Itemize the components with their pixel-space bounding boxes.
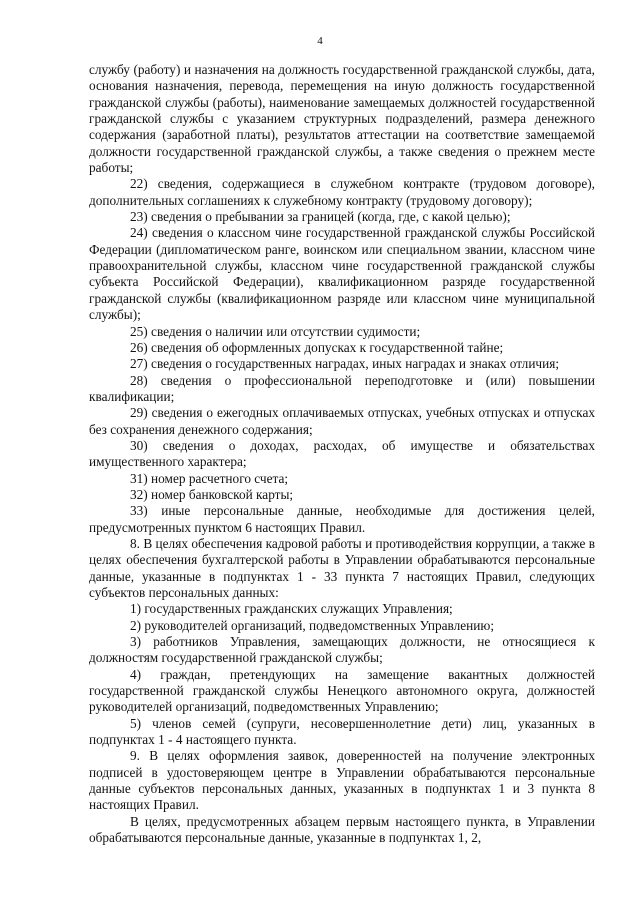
list-item-33: 33) иные персональные данные, необходимые для достижения целей, предусмотренных пунктом 6 настоящих Правил. xyxy=(89,503,595,535)
list-item-27: 27) сведения о государственных наградах, иных наградах и знаках отличия; xyxy=(130,356,560,372)
document-body xyxy=(89,62,595,847)
clause-8: 8. В целях обеспечения кадровой работы и противодействия коррупции, а также в целях обеспечения бухгалтерской работы в Управлении обрабатываются персональные данные, указанные в подпунктах 1 - 33 пункта 7 настоящих Правил, следующих субъектов персональных данных: xyxy=(89,535,595,600)
clause-9: 9. В целях оформления заявок, доверенностей на получение электронных подписей в удостоверяющем центре в Управлении обрабатываются персональные данные субъектов персональных данных, указанных в подпунктах 1 и 3 пункта 8 настоящих Правил. xyxy=(89,748,595,813)
list-item-24: 24) сведения о классном чине государственной гражданской службы Российской Федерации (дипломатическом ранге, воинском или специальном звании, классном чине правоохранительной службы, классном чине государственной гражданской службы субъекта Российской Федерации), квалификационном разряде государственной гражданской службы (квалификационном разряде или классном чине муниципальной службы); xyxy=(89,225,595,323)
list-item-28: 28) сведения о профессиональной переподготовке и (или) повышении квалификации; xyxy=(89,372,595,404)
clause-8-item-5: 5) членов семей (супруги, несовершеннолетние дети) лиц, указанных в подпунктах 1 - 4 настоящего пункта. xyxy=(89,715,595,748)
list-item-31: 31) номер расчетного счета; xyxy=(130,470,289,486)
list-item-23: 23) сведения о пребывании за границей (когда, где, с какой целью); xyxy=(130,209,511,225)
list-item-29: 29) сведения о ежегодных оплачиваемых отпусках, учебных отпусках и отпусках без сохранения денежного содержания; xyxy=(89,405,595,437)
list-item-32: 32) номер банковской карты; xyxy=(130,486,294,502)
clause-8-item-2: 2) руководителей организаций, подведомственных Управлению; xyxy=(130,617,495,633)
clause-8-item-4: 4) граждан, претендующих на замещение вакантных должностей государственной гражданской службы Ненецкого автономного округа, должностей руководителей организаций, подведомственных Управлению; xyxy=(89,666,595,715)
list-item-26: 26) сведения об оформленных допусках к государственной тайне; xyxy=(130,339,504,355)
clause-8-item-3: 3) работников Управления, замещающих должности, не относящиеся к должностям государственной гражданской службы; xyxy=(89,634,595,666)
clause-9-paragraph-2: В целях, предусмотренных абзацем первым настоящего пункта, в Управлении обрабатываются персональные данные, указанные в подпунктах 1, 2, xyxy=(89,813,595,846)
page-number: 4 xyxy=(317,35,323,47)
paragraph-continuation: службу (работу) и назначения на должность государственной гражданской службы, дата, основания назначения, перевода, перемещения на иную должность государственной гражданской службы (работы), наименование замещаемых должностей государственной гражданской службы с указанием структурных подразделений, размера денежного содержания (заработной платы), результатов аттестации на соответствие замещаемой должности государственной гражданской службы, а также сведения о прежнем месте работы; xyxy=(89,62,595,176)
list-item-30: 30) сведения о доходах, расходах, об имуществе и обязательствах имущественного характера; xyxy=(89,437,595,470)
list-item-25: 25) сведения о наличии или отсутствии судимости; xyxy=(130,323,421,339)
list-item-22: 22) сведения, содержащиеся в служебном контракте (трудовом договоре), дополнительных соглашениях к служебному контракту (трудовому договору); xyxy=(89,176,595,208)
clause-8-item-1: 1) государственных гражданских служащих Управления; xyxy=(130,601,453,617)
